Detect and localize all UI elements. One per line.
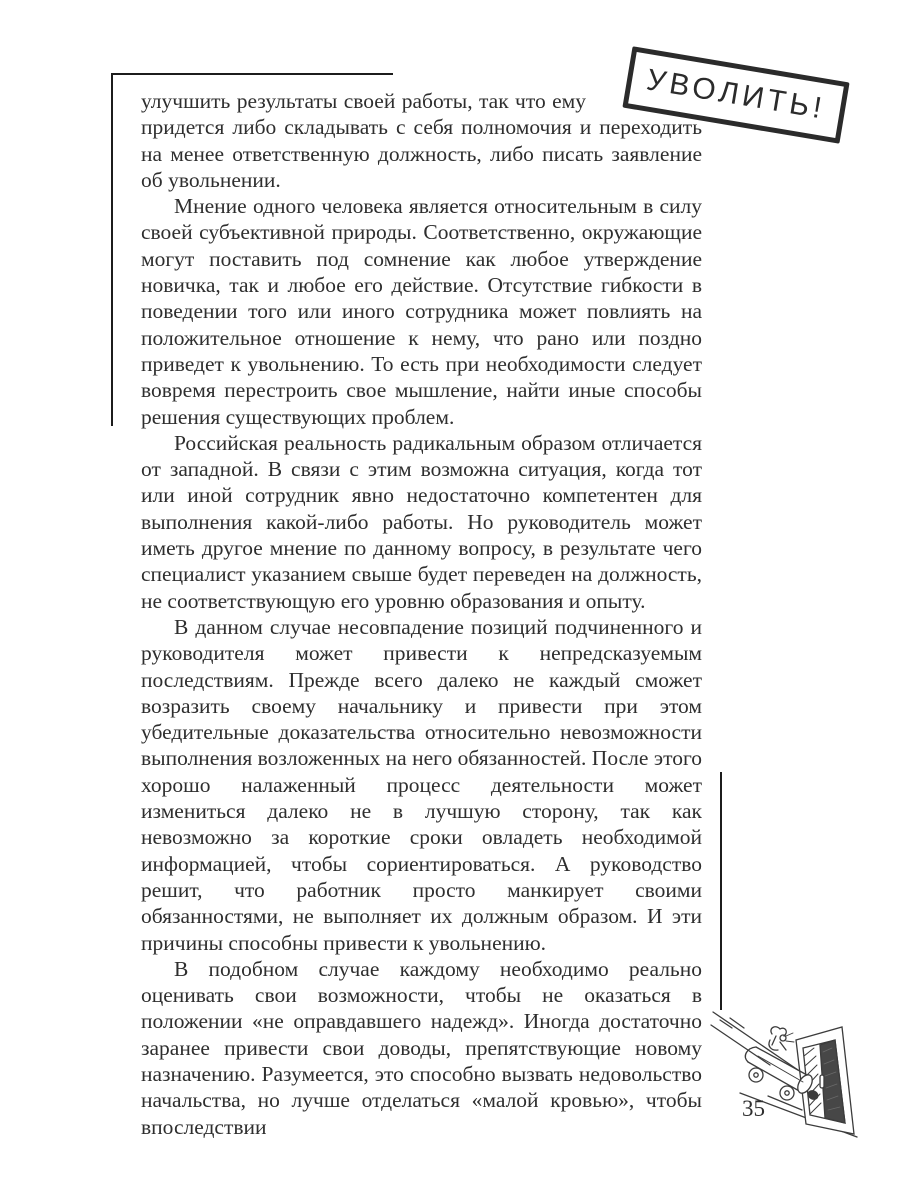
door-handle — [820, 1075, 824, 1088]
page-number: 35 — [742, 1096, 765, 1121]
top-corner-rule — [111, 73, 393, 75]
figure-whiskers — [786, 1033, 794, 1042]
paragraph-4: В данном случае несовпадение позиций подчиненного и руководителя может привести к непредсказуемым последствиям. Прежде всего далеко не каждый сможет возразить своему начальнику и привести при этом убедительные доказательства относительно невозможности выполнения возложенных на него обязанностей. После этого хорошо налаженный процесс деятельности может измениться далеко не в лучшую сторону, так как невозможно за короткие сроки овладеть необходимой информацией, чтобы сориентироваться. А руководство решит, что работник просто манкирует своими обязанностями, не выполняет их должным образом. И эти причины способны привести к увольнению. — [141, 614, 702, 955]
left-corner-rule — [111, 73, 113, 426]
right-edge-rule — [720, 772, 722, 1010]
body-text — [141, 88, 702, 1140]
paragraph-2: Мнение одного человека является относительным в силу своей субъективной природы. Соответственно, окружающие могут поставить под сомнение как любое утверждение новичка, так и любое его действие. Отсутствие гибкости в поведении того или иного сотрудника может повлиять на положительное отношение к нему, что рано или поздно приведет к увольнению. То есть при необходимости следует вовремя перестроить свое мышление, найти иные способы решения существующих проблем. — [141, 194, 702, 429]
figure-face — [780, 1035, 786, 1041]
figure-body — [769, 1036, 786, 1050]
stamp-spacer — [586, 88, 702, 114]
paragraph-3: Российская реальность радикальным образом отличается от западной. В связи с этим возможна ситуация, когда тот или иной сотрудник явно недостаточно компетентен для выполнения какой-либо работы. Но руководитель может иметь другое мнение по данному вопросу, в результате чего специалист указанием свыше будет переведен на должность, не соответствующую его уровню образования и опыту. — [141, 430, 702, 613]
rear-wheel — [749, 1068, 763, 1082]
paragraph-5: В подобном случае каждому необходимо реально оценивать свои возможности, чтобы не оказаться в положении «не оправдавшего надежд». Иногда достаточно заранее привести свои доводы, препятствующие новому назначению. Разумеется, это способно вызвать недовольство начальства, но лучше отделаться «малой кровью», чтобы впоследствии — [141, 956, 702, 1139]
front-wheel — [780, 1086, 794, 1100]
paragraph-1: улучшить результаты своей работы, так что ему придется либо складывать с себя полномочия и переходить на менее ответственную должность, либо писать заявление об увольнении. — [141, 89, 702, 192]
fired-stamp-label: УВОЛИТЬ! — [644, 63, 828, 126]
cannon-door-illustration — [710, 996, 862, 1142]
